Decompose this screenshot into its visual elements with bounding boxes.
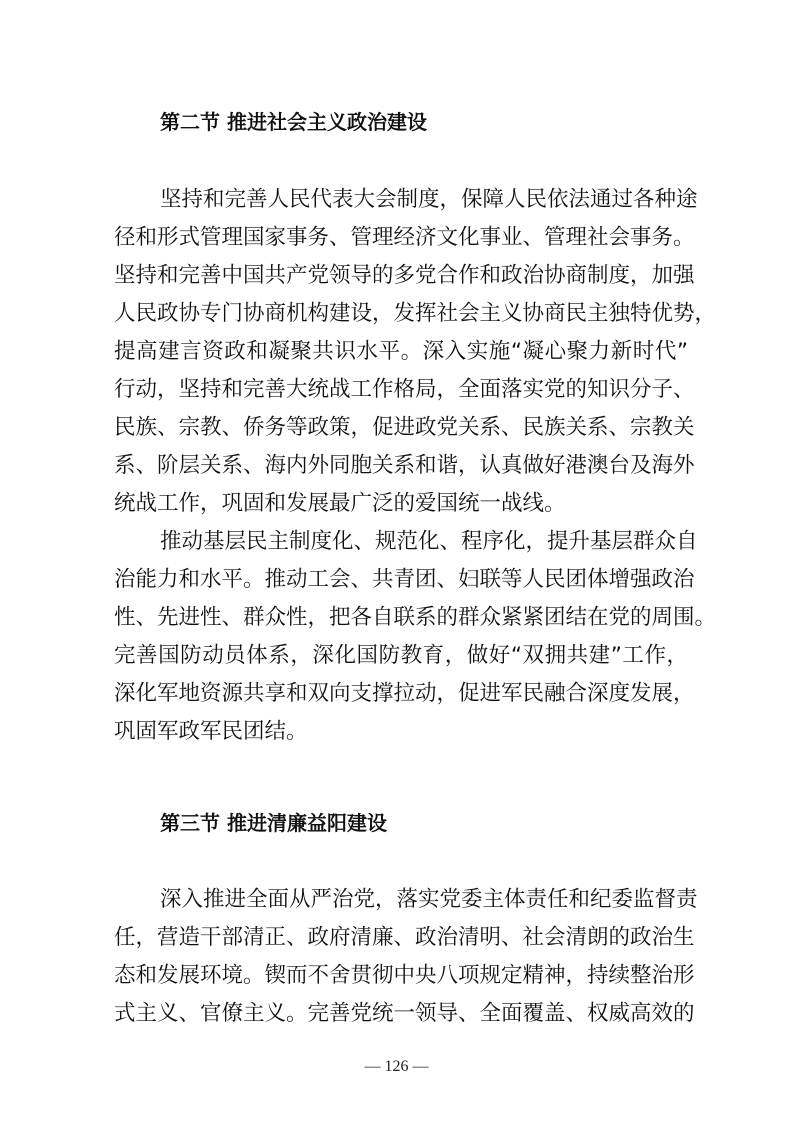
text-line: 坚持和完善人民代表大会制度，保障人民依法通过各种途 [160,187,698,212]
text-line: 深化军地资源共享和双向支撑拉动，促进军民融合深度发展， [114,681,695,706]
text-line: 人民政协专门协商机构建设，发挥社会主义协商民主独特优势， [114,301,717,326]
text-line: 推动基层民主制度化、规范化、程序化，提升基层群众自 [160,529,698,554]
text-line: 提高建言资政和凝聚共识水平。深入实施“凝心聚力新时代” [114,339,688,364]
text-line: 系、阶层关系、海内外同胞关系和谐，认真做好港澳台及海外 [114,453,695,478]
text-line: 巩固军政军民团结。 [114,719,308,744]
text-line: 行动，坚持和完善大统战工作格局，全面落实党的知识分子、 [114,377,695,402]
text-line: 完善国防动员体系，深化国防教育，做好“双拥共建”工作， [114,643,688,668]
text-line: 深入推进全面从严治党，落实党委主体责任和纪委监督责 [160,887,698,912]
text-line: 坚持和完善中国共产党领导的多党合作和政治协商制度，加强 [114,263,695,288]
text-line: 径和形式管理国家事务、管理经济文化事业、管理社会事务。 [114,225,695,250]
text-line: 性、先进性、群众性，把各自联系的群众紧紧团结在党的周围。 [114,605,717,630]
text-line: 态和发展环境。锲而不舍贯彻中央八项规定精神，持续整治形 [114,963,695,988]
page-number: — 126 — [364,1058,429,1075]
text-line: 治能力和水平。推动工会、共青团、妇联等人民团体增强政治 [114,567,695,592]
section-heading: 第三节 推进清廉益阳建设 [160,811,387,835]
section-heading: 第二节 推进社会主义政治建设 [160,110,427,134]
text-line: 式主义、官僚主义。完善党统一领导、全面覆盖、权威高效的 [114,1001,695,1026]
text-line: 统战工作，巩固和发展最广泛的爱国统一战线。 [114,491,566,516]
text-line: 任，营造干部清正、政府清廉、政治清明、社会清朗的政治生 [114,925,695,950]
text-line: 民族、宗教、侨务等政策，促进政党关系、民族关系、宗教关 [114,415,695,440]
